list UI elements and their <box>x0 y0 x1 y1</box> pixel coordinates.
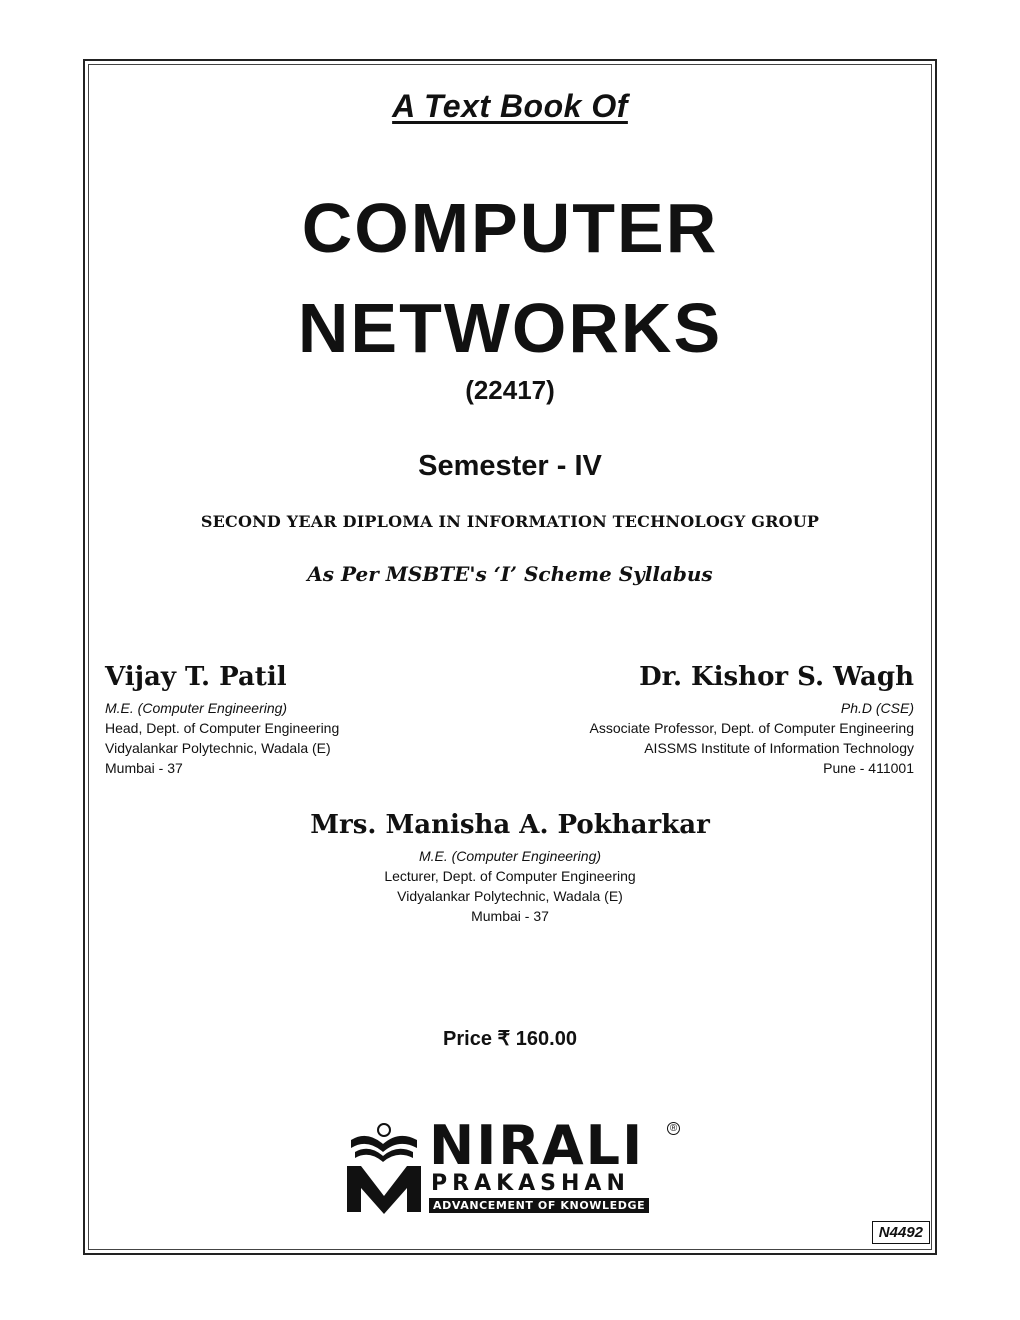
author-institution: Vidyalankar Polytechnic, Wadala (E) <box>397 888 623 904</box>
registered-mark: ® <box>667 1122 680 1135</box>
author-name: Vijay T. Patil <box>105 662 287 692</box>
author-qualification: M.E. (Computer Engineering) <box>105 700 288 716</box>
program-group: SECOND YEAR DIPLOMA IN INFORMATION TECHNOLOGY GROUP <box>200 512 820 531</box>
publisher-logo <box>343 1114 679 1214</box>
author-institution: Vidyalankar Polytechnic, Wadala (E) <box>105 740 331 756</box>
title-line-2: NETWORKS <box>297 289 723 367</box>
publisher-name: NIRALI <box>429 1114 645 1177</box>
author-position: Head, Dept. of Computer Engineering <box>105 720 340 736</box>
author-qualification: Ph.D (CSE) <box>840 700 914 716</box>
author-qualification: M.E. (Computer Engineering) <box>418 848 602 864</box>
book-intro: A Text Book Of <box>392 88 628 124</box>
title-line-1: COMPUTER <box>301 189 719 267</box>
author-city: Pune - 411001 <box>823 760 914 776</box>
author-institution: AISSMS Institute of Information Technology <box>644 740 914 756</box>
author-position: Lecturer, Dept. of Computer Engineering <box>384 868 636 884</box>
syllabus-note: As Per MSBTE's ‘I’ Scheme Syllabus <box>307 562 713 586</box>
publisher-emblem-icon <box>343 1122 425 1214</box>
author-city: Mumbai - 37 <box>105 760 183 776</box>
semester: Semester - IV <box>418 450 602 482</box>
price: Price ₹ 160.00 <box>443 1028 577 1050</box>
author-2 <box>589 660 914 778</box>
author-city: Mumbai - 37 <box>471 908 549 924</box>
author-name: Mrs. Manisha A. Pokharkar <box>310 810 710 840</box>
author-3 <box>88 808 932 926</box>
author-position: Associate Professor, Dept. of Computer Engineering <box>589 720 914 736</box>
publisher-subname: PRAKASHAN <box>431 1171 630 1196</box>
author-1 <box>105 660 339 778</box>
publisher-tagline: ADVANCEMENT OF KNOWLEDGE <box>429 1198 649 1213</box>
author-name: Dr. Kishor S. Wagh <box>639 662 914 692</box>
catalog-code: N4492 <box>872 1221 930 1244</box>
course-code: (22417) <box>465 375 555 405</box>
